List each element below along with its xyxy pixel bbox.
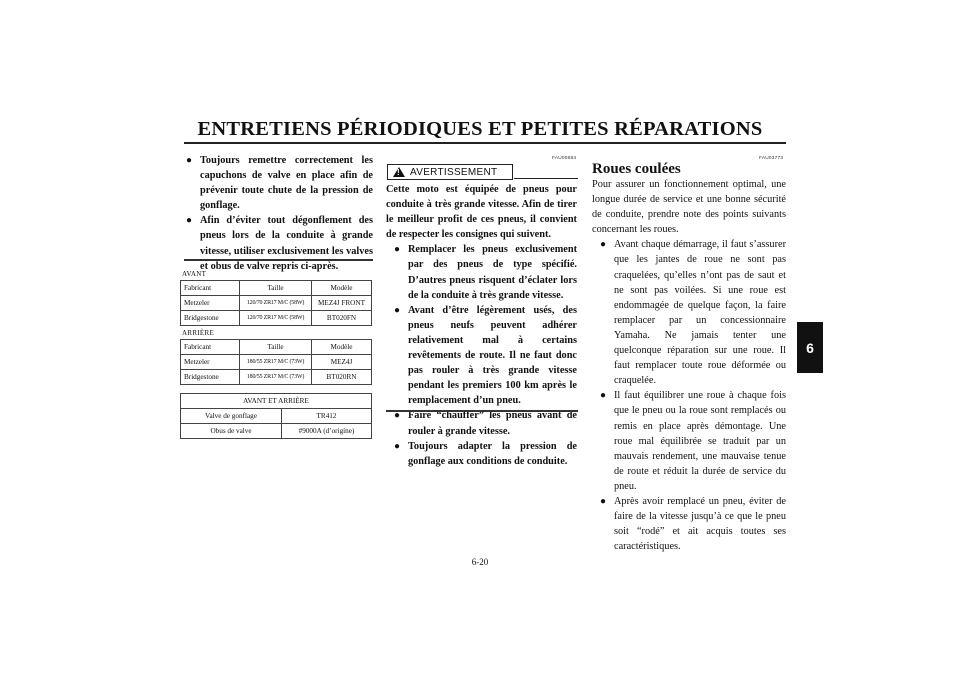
bullet-text: Toujours adapter la pression de gonflage aux conditions de conduite. bbox=[408, 440, 577, 467]
bullet-text: Remplacer les pneus exclusivement par des pneus de type spécifié. D’autres pneus risquent d’éclater lors de la conduite à très grande vitesse. bbox=[408, 244, 577, 301]
table-cell: Metzeler bbox=[181, 296, 240, 311]
table-cell: BT020RN bbox=[312, 370, 372, 385]
bullet-text: Après avoir remplacé un pneu, éviter de faire de la vitesse jusqu’à ce que le pneu soit “rodé” et ait acquis toutes ses caractéristiques. bbox=[614, 495, 786, 553]
table-cell: MEZ4J FRONT bbox=[312, 296, 372, 311]
rear-label: ARRIÈRE bbox=[182, 329, 215, 337]
warning-end-rule bbox=[386, 410, 578, 412]
table-cell: Metzeler bbox=[181, 355, 240, 370]
header-rule bbox=[184, 142, 786, 144]
list-item bbox=[600, 237, 786, 388]
header-cell: Fabricant bbox=[181, 340, 240, 355]
table-cell: Bridgestone bbox=[181, 311, 240, 326]
table-row bbox=[181, 355, 372, 370]
bullet-text: Il faut équilibrer une roue à chaque fois que le pneu ou la roue sont remplacés ou remis en place après démontage. Une roue mal équilibrée se traduit par un mauvais rendement, une mauvaise tenue de route et réduit la durée de service du pneu. bbox=[614, 390, 786, 492]
table-row bbox=[181, 296, 372, 311]
table-row bbox=[181, 311, 372, 326]
table-row bbox=[181, 370, 372, 385]
table-header-row bbox=[181, 394, 372, 409]
valve-table bbox=[180, 393, 372, 439]
wheels-bullet-list bbox=[592, 237, 786, 554]
page-title: ENTRETIENS PÉRIODIQUES ET PETITES RÉPARATIONS bbox=[197, 118, 763, 140]
list-item bbox=[394, 439, 577, 469]
front-tire-table bbox=[180, 280, 372, 326]
col1-bullet-list bbox=[186, 153, 373, 274]
table-row bbox=[181, 424, 372, 439]
table-title-cell: AVANT ET ARRIÈRE bbox=[181, 394, 372, 409]
bullet-icon: ● bbox=[600, 495, 607, 507]
reference-code: FAU00684 bbox=[552, 156, 577, 161]
list-item bbox=[600, 388, 786, 494]
list-item bbox=[186, 213, 373, 273]
bullet-icon: ● bbox=[394, 440, 401, 452]
table-row bbox=[181, 409, 372, 424]
section-divider bbox=[184, 259, 373, 261]
bullet-icon: ● bbox=[394, 304, 401, 316]
bullet-icon: ● bbox=[394, 410, 401, 422]
bullet-text: Avant chaque démarrage, il faut s’assurer que les jantes de roue ne sont pas craquelées, qu’elles n’ont pas de saut et ne sont pas voilées. Si une roue est endommagée de quelque façon, la faire remplacer par un concessionnaire Yamaha. Ne jamais tenter une quelconque réparation sur une roue. Il faut remplacer toute roue déformée ou craquelée. bbox=[614, 239, 786, 387]
table-cell: Valve de gonflage bbox=[181, 409, 282, 424]
list-item bbox=[394, 303, 577, 409]
page-number: 6-20 bbox=[471, 557, 489, 567]
warning-icon: ! bbox=[393, 167, 405, 177]
bullet-icon: ● bbox=[186, 215, 193, 227]
header-cell: Modèle bbox=[312, 281, 372, 296]
bullet-text: Faire “chauffer” les pneus avant de rouler à grande vitesse. bbox=[408, 410, 577, 437]
warning-intro: Cette moto est équipée de pneus pour conduite à très grande vitesse. Afin de tirer le meilleur profit de ces pneus, il convient de respecter les consignes qui suivent. bbox=[386, 184, 577, 241]
bullet-icon: ● bbox=[186, 155, 193, 166]
table-cell: 120/70 ZR17 M/C (58W) bbox=[240, 296, 312, 311]
table-cell: Bridgestone bbox=[181, 370, 240, 385]
warning-header bbox=[387, 164, 513, 180]
bullet-icon: ● bbox=[600, 390, 607, 402]
header-cell: Taille bbox=[240, 281, 312, 296]
reference-code: FAU03773 bbox=[759, 156, 784, 161]
warning-body bbox=[386, 182, 577, 469]
bullet-icon: ● bbox=[600, 239, 607, 251]
list-item bbox=[394, 242, 577, 302]
warning-rule bbox=[514, 178, 578, 179]
wheels-body bbox=[592, 177, 786, 554]
warning-bullet-list bbox=[386, 242, 577, 468]
table-header-row bbox=[181, 281, 372, 296]
bullet-text: Afin d’éviter tout dégonflement des pneus lors de la conduite à grande vitesse, utiliser exclusivement les valves et obus de valve repris ci-après. bbox=[200, 215, 373, 272]
list-item bbox=[394, 408, 577, 438]
table-cell: Obus de valve bbox=[181, 424, 282, 439]
bullet-text: Toujours remettre correctement les capuchons de valve en place afin de prévenir toute chute de la pression de gonflage. bbox=[200, 155, 373, 212]
wheels-intro: Pour assurer un fonctionnement optimal, une longue durée de service et une bonne sécurité de conduite, prendre note des points suivants concernant les roues. bbox=[592, 179, 786, 236]
table-cell: TR412 bbox=[282, 409, 372, 424]
warning-label: AVERTISSEMENT bbox=[410, 166, 498, 178]
table-cell: MEZ4J bbox=[312, 355, 372, 370]
table-cell: 180/55 ZR17 M/C (73W) bbox=[240, 370, 312, 385]
chapter-tab: 6 bbox=[797, 322, 823, 373]
bullet-icon: ● bbox=[394, 244, 401, 256]
list-item bbox=[186, 153, 373, 213]
section-title: Roues coulées bbox=[592, 161, 681, 177]
table-header-row bbox=[181, 340, 372, 355]
rear-tire-table bbox=[180, 339, 372, 385]
table-cell: 180/55 ZR17 M/C (73W) bbox=[240, 355, 312, 370]
table-cell: 120/70 ZR17 M/C (58W) bbox=[240, 311, 312, 326]
table-cell: #9000A (d’origine) bbox=[282, 424, 372, 439]
header-cell: Taille bbox=[240, 340, 312, 355]
table-cell: BT020FN bbox=[312, 311, 372, 326]
list-item bbox=[600, 494, 786, 554]
header-cell: Fabricant bbox=[181, 281, 240, 296]
header-cell: Modèle bbox=[312, 340, 372, 355]
bullet-text: Avant d’être légèrement usés, des pneus neufs peuvent adhérer relativement mal à certains revêtements de route. Il ne faut donc pas rouler à très grande vitesse pendant les premiers 100 km après le remplacement d’un pneu. bbox=[408, 304, 577, 407]
front-label: AVANT bbox=[182, 270, 207, 278]
